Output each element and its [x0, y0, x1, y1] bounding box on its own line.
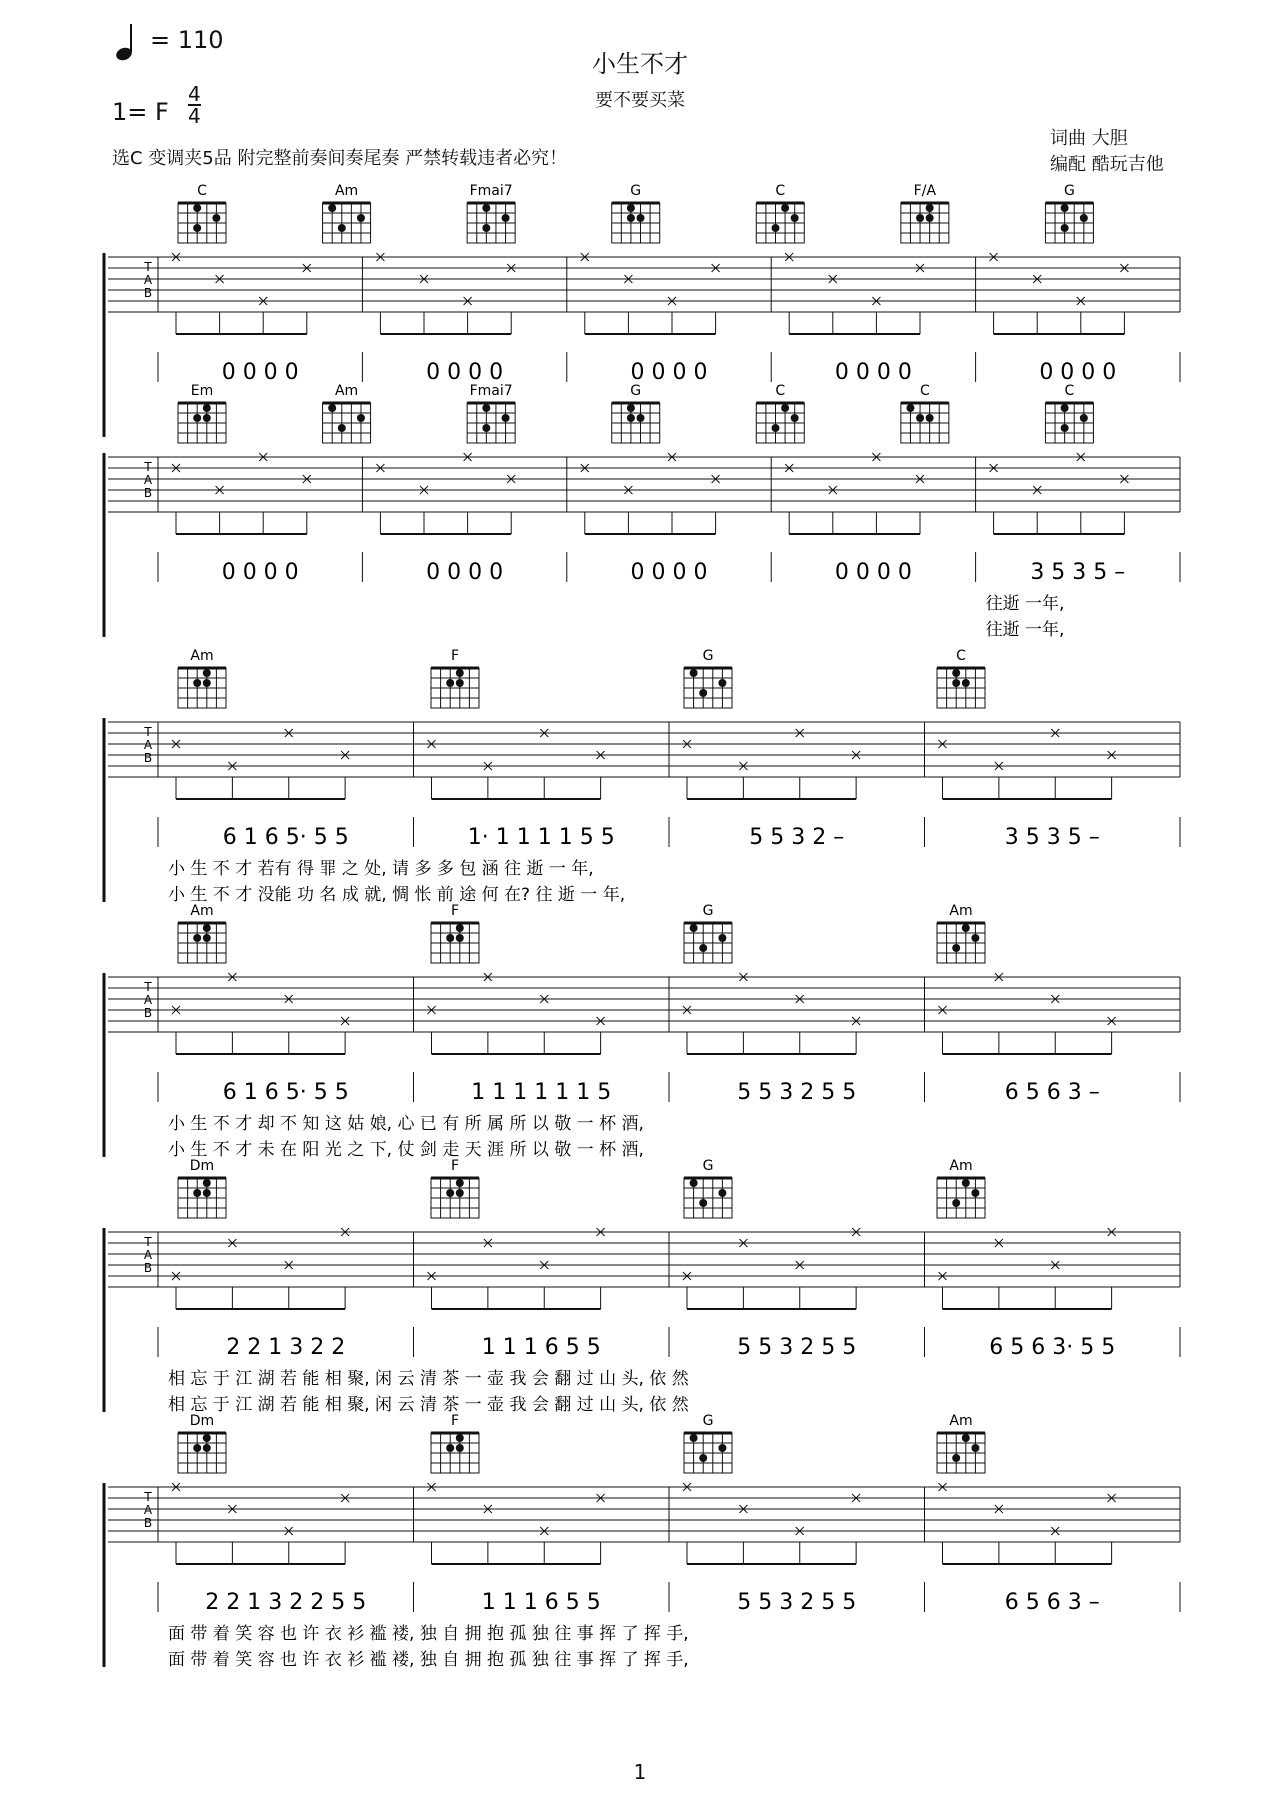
tab-note — [939, 1272, 947, 1309]
tab-note — [683, 1483, 691, 1564]
tab-note — [172, 1483, 180, 1564]
system-svg — [0, 1413, 1280, 1675]
lyrics-line-2: 小 生 不 才 未 在 阳 光 之 下, 仗 剑 走 天 涯 所 以 敬 一 杯 酒, — [168, 1140, 644, 1160]
jianpu-measure: 6 5 6 3· 5 5 — [989, 1335, 1116, 1360]
tab-note — [581, 464, 589, 534]
tab-note — [285, 1527, 293, 1564]
chord-name: F — [450, 1158, 460, 1174]
key-signature: 1= F 4 4 — [112, 82, 201, 128]
tab-note — [540, 729, 548, 799]
tab-note — [739, 762, 747, 799]
tab-note — [597, 751, 605, 799]
lyrics-line-2: 小 生 不 才 没能 功 名 成 就, 惆 怅 前 途 何 在? 往 逝 一 年, — [168, 885, 626, 905]
chord-name: F — [450, 648, 460, 664]
lyrics-line-1: 小 生 不 才 若有 得 罪 之 处, 请 多 多 包 涵 往 逝 一 年, — [168, 859, 594, 879]
chord-name: Am — [190, 903, 214, 919]
tab-clef: B — [143, 751, 153, 765]
tab-clef: T — [144, 460, 152, 474]
chord-diagram-2 — [684, 1158, 732, 1218]
system-svg — [0, 1158, 1280, 1420]
chord-diagram-5 — [901, 183, 949, 243]
tab-note — [216, 275, 224, 334]
jianpu-measure: 0 0 0 0 — [834, 560, 912, 585]
tab-clef: B — [143, 286, 153, 300]
tab-note — [228, 973, 236, 1054]
tab-note — [1051, 1261, 1059, 1309]
tab-note — [1120, 475, 1128, 534]
tab-note — [939, 1483, 947, 1564]
system-2 — [0, 383, 1280, 645]
tab-note — [172, 740, 180, 799]
chord-name: G — [1063, 183, 1075, 199]
chord-name: Am — [949, 1158, 973, 1174]
tab-note — [228, 1505, 236, 1564]
lyrics-line-2: 相 忘 于 江 湖 若 能 相 聚, 闲 云 清 茶 一 壶 我 会 翻 过 山 头, 依 然 — [168, 1395, 689, 1415]
tab-note — [420, 275, 428, 334]
chord-name: Am — [334, 183, 359, 199]
tab-note — [852, 751, 860, 799]
tab-note — [712, 475, 720, 534]
song-title: 小生不才 — [592, 50, 688, 78]
lyrics-line-2: 面 带 着 笑 容 也 许 衣 衫 褴 褛, 独 自 拥 抱 孤 独 往 事 挥 了 挥 手, — [168, 1650, 689, 1670]
tab-note — [796, 729, 804, 799]
tab-note — [484, 762, 492, 799]
chord-diagram-3 — [612, 183, 660, 243]
tab-note — [540, 1527, 548, 1564]
tab-note — [303, 264, 311, 334]
tab-note — [507, 475, 515, 534]
chord-name: C — [197, 183, 207, 199]
tab-note — [739, 1505, 747, 1564]
tab-clef: T — [144, 1235, 152, 1249]
jianpu-measure: 5 5 3 2 5 5 — [737, 1590, 857, 1615]
tab-note — [285, 995, 293, 1054]
chord-diagram-2 — [684, 1413, 732, 1473]
tab-clef: A — [143, 273, 153, 287]
chord-diagram-3 — [937, 903, 985, 963]
tab-note — [796, 1527, 804, 1564]
tab-note — [1108, 1494, 1116, 1564]
jianpu-measure: 1· 1 1 1 1 5 5 — [467, 825, 615, 850]
chord-name: C — [775, 183, 786, 199]
tab-clef: T — [144, 980, 152, 994]
tab-note — [597, 1017, 605, 1054]
chord-diagram-0 — [178, 1413, 226, 1473]
system-6 — [0, 1413, 1280, 1675]
chord-name: Am — [949, 903, 973, 919]
tab-note — [785, 253, 793, 334]
chord-diagram-2 — [684, 648, 732, 708]
tab-note — [990, 464, 998, 534]
chord-name: G — [702, 1158, 714, 1174]
jianpu-measure: 5 5 3 2 5 5 — [737, 1335, 857, 1360]
tab-note — [852, 1494, 860, 1564]
tab-note — [785, 464, 793, 534]
tab-note — [484, 1505, 492, 1564]
chord-diagram-1 — [431, 1158, 479, 1218]
chord-diagram-0 — [178, 1158, 226, 1218]
tab-note — [540, 995, 548, 1054]
chord-diagram-0 — [178, 903, 226, 963]
jianpu-measure: 0 0 0 0 — [630, 360, 708, 385]
tab-note — [259, 453, 267, 534]
tab-note — [624, 275, 632, 334]
lyrics-line-2: 往逝 一年, — [985, 620, 1065, 640]
tab-note — [829, 275, 837, 334]
tab-clef: A — [143, 993, 153, 1007]
system-3 — [0, 648, 1280, 910]
chord-name: C — [775, 383, 786, 399]
tab-note — [1033, 486, 1041, 534]
tab-clef: B — [143, 1261, 153, 1275]
tab-note — [739, 973, 747, 1054]
tab-note — [597, 1228, 605, 1309]
system-5 — [0, 1158, 1280, 1420]
tab-note — [228, 762, 236, 799]
chord-name: F — [450, 1413, 460, 1429]
jianpu-measure: 0 0 0 0 — [426, 360, 504, 385]
tab-note — [683, 740, 691, 799]
chord-diagram-1 — [431, 1413, 479, 1473]
tab-note — [341, 1017, 349, 1054]
credit-lyrics: 词曲 大胆 — [1050, 128, 1128, 149]
chord-name: Am — [334, 383, 359, 399]
tab-note — [376, 253, 384, 334]
performance-note: 选C 变调夹5品 附完整前奏间奏尾奏 严禁转载违者必究！ — [112, 148, 568, 169]
chord-diagram-2 — [467, 383, 515, 443]
chord-diagram-4 — [756, 183, 804, 243]
chord-diagram-1 — [431, 648, 479, 708]
jianpu-measure: 0 0 0 0 — [426, 560, 504, 585]
system-svg — [0, 648, 1280, 910]
tab-note — [1108, 1017, 1116, 1054]
jianpu-measure: 1 1 1 6 5 5 — [481, 1335, 601, 1360]
chord-diagram-1 — [431, 903, 479, 963]
chord-name: G — [702, 1413, 714, 1429]
tab-note — [428, 1272, 436, 1309]
chord-diagram-3 — [937, 648, 985, 708]
tab-note — [995, 762, 1003, 799]
tab-clef: B — [143, 1006, 153, 1020]
tab-note — [303, 475, 311, 534]
chord-name: F/A — [913, 183, 937, 199]
tab-note — [172, 1006, 180, 1054]
jianpu-measure: 2 2 1 3 2 2 — [226, 1335, 346, 1360]
tab-clef: A — [143, 473, 153, 487]
tab-note — [484, 1239, 492, 1309]
jianpu-measure: 5 5 3 2 – — [749, 825, 845, 850]
tab-note — [1120, 264, 1128, 334]
jianpu-measure: 6 1 6 5· 5 5 — [222, 1080, 349, 1105]
tab-note — [939, 740, 947, 799]
tab-note — [428, 1483, 436, 1564]
chord-diagram-1 — [323, 183, 371, 243]
tab-note — [995, 973, 1003, 1054]
chord-diagram-3 — [937, 1413, 985, 1473]
jianpu-measure: 2 2 1 3 2 2 5 5 — [205, 1590, 367, 1615]
jianpu-measure: 6 5 6 3 – — [1004, 1080, 1100, 1105]
chord-diagram-2 — [684, 903, 732, 963]
jianpu-measure: 0 0 0 0 — [630, 560, 708, 585]
tab-clef: A — [143, 738, 153, 752]
tab-note — [597, 1494, 605, 1564]
page-number: 1 — [633, 1760, 647, 1784]
chord-name: Fmai7 — [469, 383, 513, 399]
tab-clef: A — [143, 1503, 153, 1517]
tab-clef: T — [144, 725, 152, 739]
lyrics-line-1: 面 带 着 笑 容 也 许 衣 衫 褴 褛, 独 自 拥 抱 孤 独 往 事 挥 了 挥 手, — [168, 1624, 689, 1644]
tab-clef: B — [143, 1516, 153, 1530]
tab-note — [712, 264, 720, 334]
tab-note — [668, 453, 676, 534]
tab-note — [796, 995, 804, 1054]
jianpu-measure: 1 1 1 6 5 5 — [481, 1590, 601, 1615]
time-signature: 4 4 — [188, 82, 201, 128]
song-artist: 要不要买菜 — [595, 90, 685, 111]
tab-note — [376, 464, 384, 534]
tab-note — [259, 297, 267, 334]
tab-note — [172, 253, 180, 334]
tab-note — [341, 1494, 349, 1564]
system-4 — [0, 903, 1280, 1165]
tab-note — [285, 1261, 293, 1309]
jianpu-measure: 0 0 0 0 — [221, 560, 299, 585]
chord-name: Am — [949, 1413, 973, 1429]
jianpu-measure: 1 1 1 1 1 1 5 — [471, 1080, 612, 1105]
system-svg — [0, 383, 1280, 645]
chord-name: G — [702, 903, 714, 919]
tab-note — [540, 1261, 548, 1309]
chord-name: Dm — [189, 1413, 215, 1429]
tab-note — [916, 264, 924, 334]
tab-note — [939, 1006, 947, 1054]
tab-note — [228, 1239, 236, 1309]
chord-name: Fmai7 — [469, 183, 513, 199]
tab-note — [428, 1006, 436, 1054]
chord-diagram-0 — [178, 183, 226, 243]
tab-note — [852, 1228, 860, 1309]
chord-name: G — [702, 648, 714, 664]
chord-diagram-0 — [178, 648, 226, 708]
jianpu-measure: 6 5 6 3 – — [1004, 1590, 1100, 1615]
tab-note — [1108, 751, 1116, 799]
chord-diagram-2 — [467, 183, 515, 243]
tab-note — [216, 486, 224, 534]
chord-name: Em — [190, 383, 214, 399]
credit-arrange: 编配 酷玩吉他 — [1050, 154, 1164, 175]
tab-note — [172, 464, 180, 534]
jianpu-measure: 0 0 0 0 — [834, 360, 912, 385]
tab-note — [624, 486, 632, 534]
tab-note — [796, 1261, 804, 1309]
tab-note — [581, 253, 589, 334]
tab-note — [829, 486, 837, 534]
chord-name: F — [450, 903, 460, 919]
tab-note — [341, 751, 349, 799]
lyrics-line-1: 相 忘 于 江 湖 若 能 相 聚, 闲 云 清 茶 一 壶 我 会 翻 过 山 头, 依 然 — [168, 1369, 689, 1389]
tab-note — [872, 453, 880, 534]
chord-name: Dm — [189, 1158, 215, 1174]
jianpu-measure: 3 5 3 5 – — [1030, 560, 1126, 585]
tab-note — [1077, 297, 1085, 334]
chord-name: C — [956, 648, 966, 664]
tab-note — [872, 297, 880, 334]
tab-note — [420, 486, 428, 534]
tab-clef: A — [143, 1248, 153, 1262]
tab-note — [683, 1272, 691, 1309]
tempo-marking: = 110 — [150, 26, 224, 54]
jianpu-measure: 0 0 0 0 — [221, 360, 299, 385]
jianpu-measure: 6 1 6 5· 5 5 — [222, 825, 349, 850]
jianpu-measure: 3 5 3 5 – — [1004, 825, 1100, 850]
tab-note — [990, 253, 998, 334]
tab-note — [1051, 1527, 1059, 1564]
tab-note — [1033, 275, 1041, 334]
lyrics-line-1: 小 生 不 才 却 不 知 这 姑 娘, 心 已 有 所 属 所 以 敬 一 杯 酒, — [168, 1114, 644, 1134]
tab-note — [683, 1006, 691, 1054]
tab-note — [464, 297, 472, 334]
tab-note — [1108, 1228, 1116, 1309]
chord-name: C — [1064, 383, 1075, 399]
tab-note — [172, 1272, 180, 1309]
tab-note — [1051, 995, 1059, 1054]
chord-diagram-6 — [1045, 183, 1093, 243]
jianpu-measure: 0 0 0 0 — [1039, 360, 1117, 385]
chord-name: Am — [190, 648, 214, 664]
tab-note — [739, 1239, 747, 1309]
tab-clef: B — [143, 486, 153, 500]
system-svg — [0, 903, 1280, 1165]
tab-clef: T — [144, 1490, 152, 1504]
tab-note — [668, 297, 676, 334]
tab-note — [916, 475, 924, 534]
chord-diagram-3 — [937, 1158, 985, 1218]
tab-note — [428, 740, 436, 799]
tab-note — [341, 1228, 349, 1309]
lyrics-line-1: 往逝 一年, — [985, 594, 1065, 614]
chord-name: G — [630, 183, 642, 199]
jianpu-measure: 5 5 3 2 5 5 — [737, 1080, 857, 1105]
chord-name: G — [630, 383, 642, 399]
tab-note — [852, 1017, 860, 1054]
tab-note — [1051, 729, 1059, 799]
tab-note — [507, 264, 515, 334]
chord-name: C — [919, 383, 930, 399]
tab-note — [1077, 453, 1085, 534]
tab-note — [464, 453, 472, 534]
tab-note — [995, 1239, 1003, 1309]
tab-note — [285, 729, 293, 799]
tab-note — [995, 1505, 1003, 1564]
tab-clef: T — [144, 260, 152, 274]
tab-note — [484, 973, 492, 1054]
